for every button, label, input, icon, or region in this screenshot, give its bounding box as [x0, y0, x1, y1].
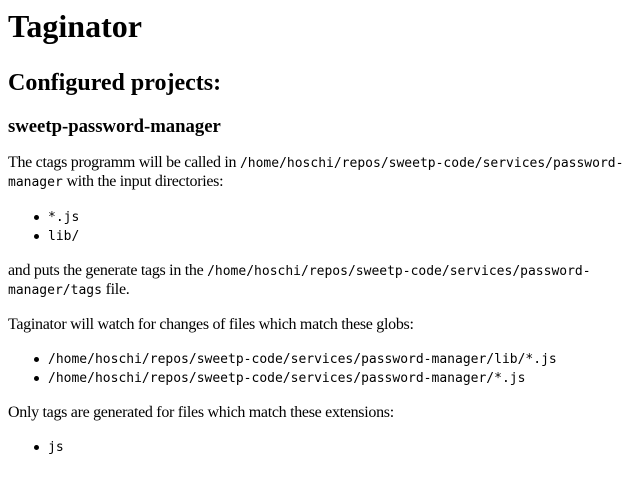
project-name: sweetp-password-manager	[8, 116, 221, 137]
watch-globs-list	[8, 350, 627, 388]
extensions-description: Only tags are generated for files which match these extensions:	[8, 404, 394, 421]
section-heading-configured-projects: Configured projects:	[8, 70, 222, 96]
list-item	[48, 208, 627, 227]
list-item	[48, 438, 627, 457]
extension: js	[48, 440, 64, 455]
input-directory: *.js	[48, 210, 80, 225]
output-description	[8, 262, 627, 300]
ctags-intro-suffix: with the input directories:	[62, 173, 224, 190]
ctags-working-dir: /home/hoschi/repos/sweetp-code/services/password-manager	[8, 156, 624, 190]
watch-description: Taginator will watch for changes of files which match these globs:	[8, 316, 414, 333]
list-item	[48, 369, 627, 388]
project-sweetp-password-manager	[8, 116, 627, 457]
page-title: Taginator	[8, 8, 142, 44]
output-suffix: file.	[101, 281, 130, 298]
extensions-list	[8, 438, 627, 457]
output-prefix: and puts the generate tags in the	[8, 262, 208, 279]
input-directories-list	[8, 208, 627, 246]
tags-file-path: /home/hoschi/repos/sweetp-code/services/password-manager/tags	[8, 264, 591, 298]
watch-glob: /home/hoschi/repos/sweetp-code/services/password-manager/*.js	[48, 371, 526, 386]
ctags-intro-prefix: The ctags programm will be called in	[8, 154, 240, 171]
watch-glob: /home/hoschi/repos/sweetp-code/services/password-manager/lib/*.js	[48, 352, 557, 367]
list-item	[48, 227, 627, 246]
list-item	[48, 350, 627, 369]
ctags-description	[8, 154, 627, 192]
input-directory: lib/	[48, 229, 80, 244]
